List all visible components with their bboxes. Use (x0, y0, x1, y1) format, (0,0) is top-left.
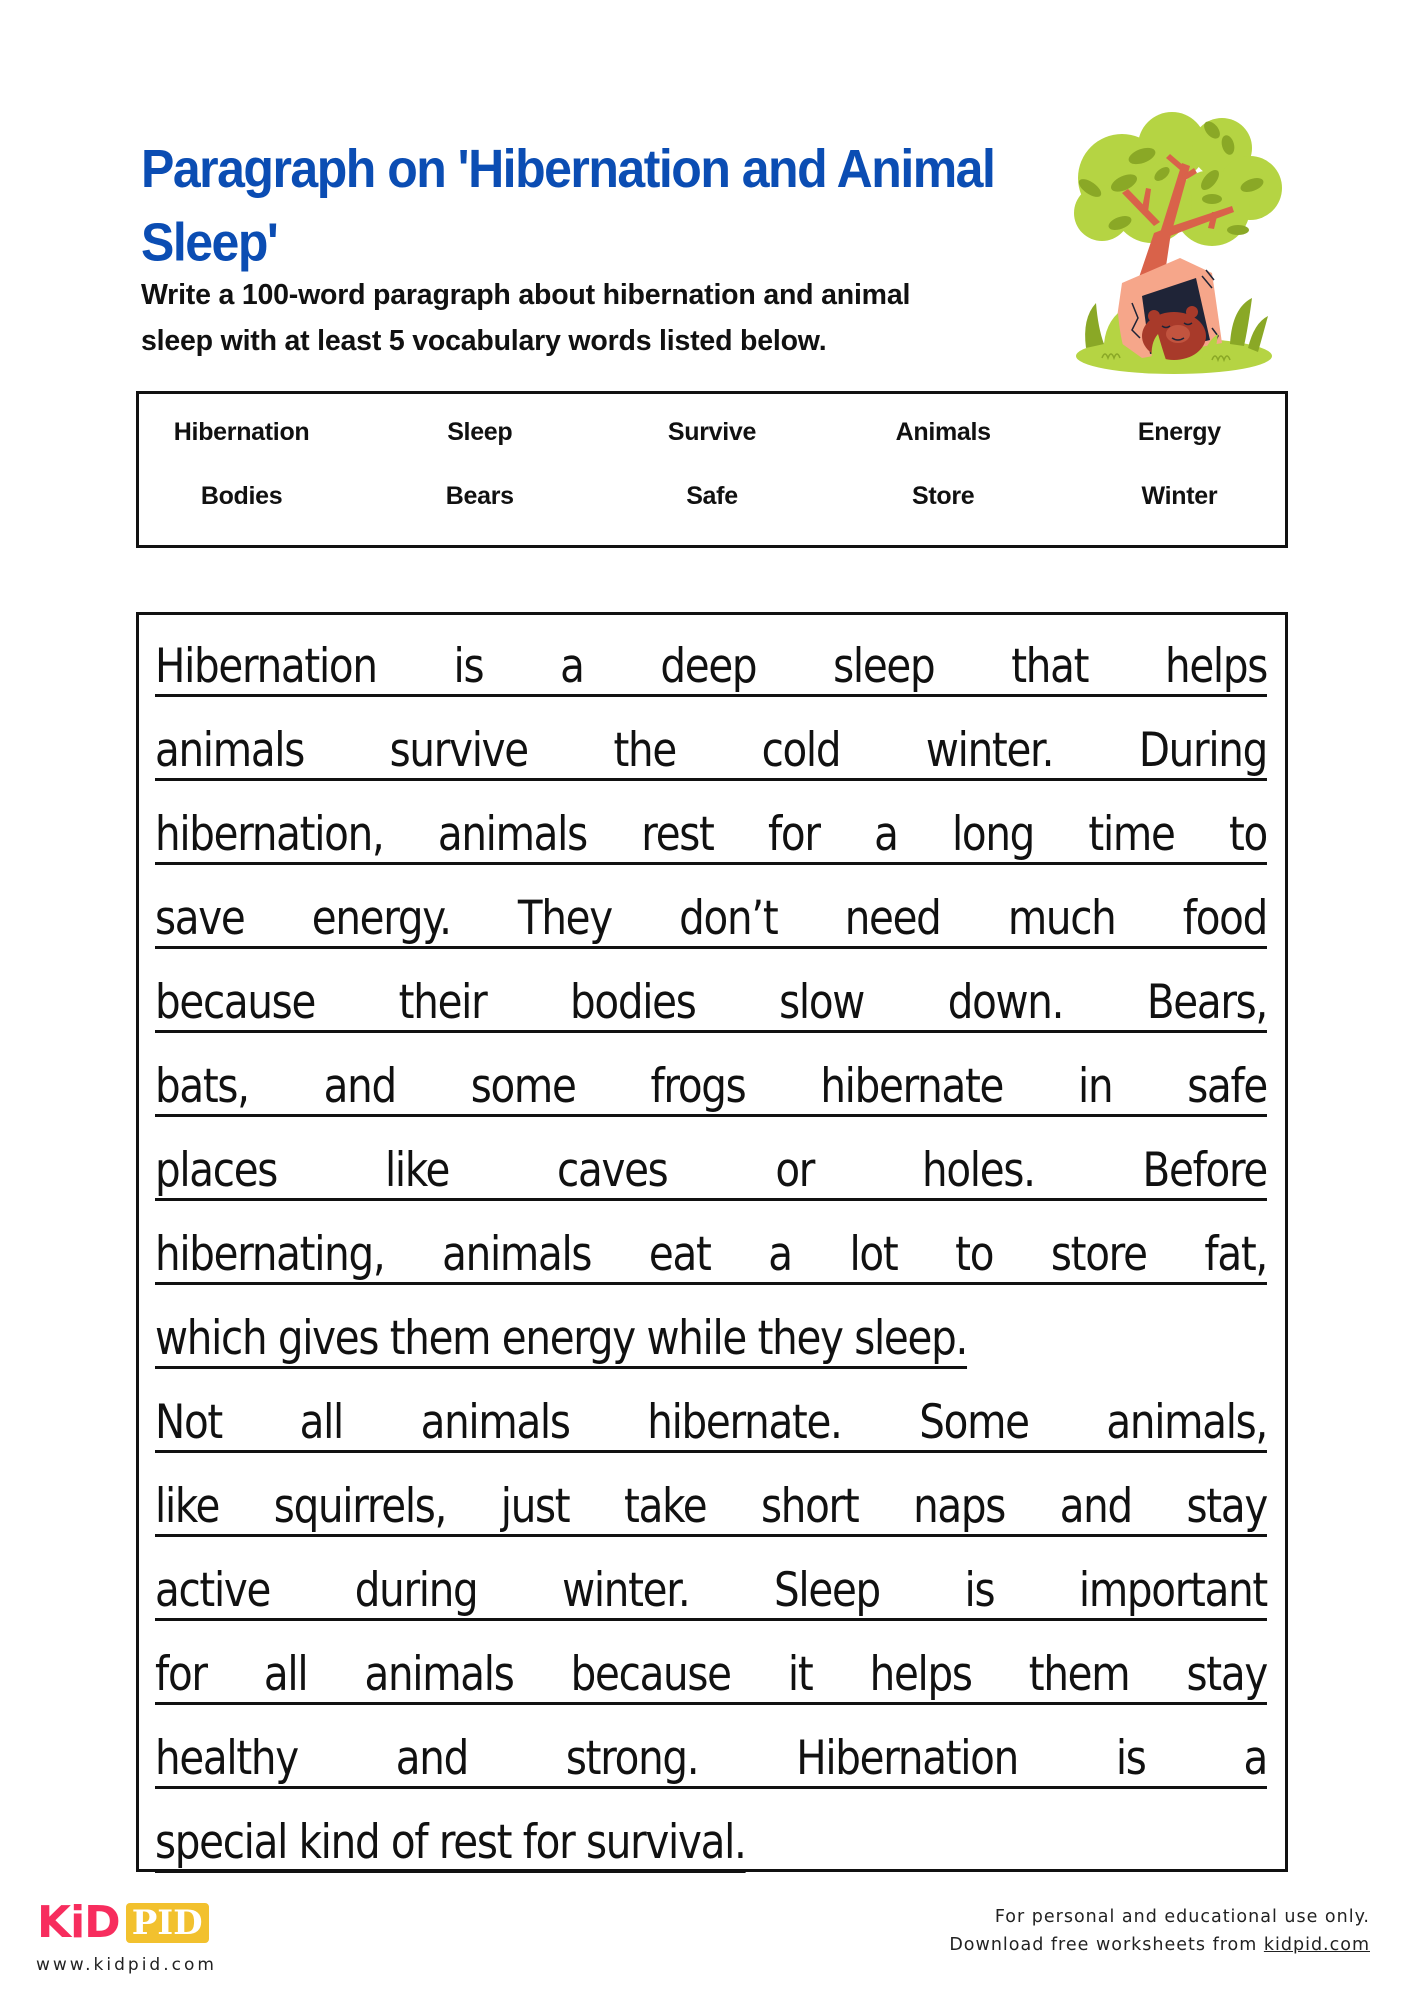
vocab-word: Store (911, 482, 975, 510)
vocab-word: Bodies (200, 482, 283, 510)
paragraph-line: Not all animals hibernate. Some animals, (155, 1395, 1267, 1450)
paragraph-line: bats, and some frogs hibernate in safe (155, 1059, 1267, 1114)
instructions-line-1: Write a 100-word paragraph about hibernation and animal (141, 279, 911, 311)
title-line-1: Paragraph on 'Hibernation and Animal (141, 138, 995, 199)
vocab-word: Animals (895, 418, 991, 446)
logo-url: www.kidpid.com (36, 1955, 217, 1975)
title-line-2: Sleep' (141, 211, 278, 273)
logo-pid-badge: PID (126, 1903, 209, 1943)
tree-and-cave-icon (1062, 108, 1282, 380)
page-title (141, 132, 1041, 279)
vocab-word: Survive (667, 418, 757, 446)
paragraph-line: special kind of rest for survival. (155, 1815, 746, 1870)
paragraph-line: which gives them energy while they sleep. (155, 1311, 968, 1366)
paragraph-box (136, 612, 1288, 1872)
paragraph-line: active during winter. Sleep is important (155, 1563, 1267, 1618)
vocab-word: Energy (1137, 418, 1221, 446)
vocab-word: Winter (1141, 482, 1218, 510)
paragraph-line: animals survive the cold winter. During (155, 723, 1267, 778)
vocab-word: Bears (445, 482, 514, 510)
footer-note-line-2 (949, 1931, 1370, 1959)
paragraph-line: places like caves or holes. Before (155, 1143, 1267, 1198)
kidpid-link[interactable]: kidpid.com (1263, 1935, 1370, 1955)
paragraph-text (155, 625, 1267, 1885)
paragraph-line: Hibernation is a deep sleep that helps (155, 639, 1267, 694)
kidpid-logo (37, 1897, 209, 1948)
paragraph-line: like squirrels, just take short naps and stay (155, 1479, 1267, 1534)
vocabulary-grid (139, 412, 1285, 516)
instructions (141, 272, 1081, 364)
vocabulary-box (136, 391, 1288, 548)
instructions-line-2: sleep with at least 5 vocabulary words listed below. (141, 325, 827, 357)
paragraph-line: because their bodies slow down. Bears, (155, 975, 1267, 1030)
vocab-word: Safe (686, 482, 738, 510)
footer-note-line-1: For personal and educational use only. (994, 1907, 1370, 1927)
vocab-word: Hibernation (173, 418, 310, 446)
footer-note-prefix: Download free worksheets from (949, 1935, 1264, 1955)
logo-kid-text: KiD (37, 1897, 120, 1948)
bear-hibernation-illustration (1062, 108, 1282, 380)
paragraph-line: hibernating, animals eat a lot to store fat, (155, 1227, 1267, 1282)
paragraph-line: healthy and strong. Hibernation is a (155, 1731, 1267, 1786)
paragraph-line: save energy. They don’t need much food (155, 891, 1267, 946)
vocab-word: Sleep (447, 418, 513, 446)
paragraph-line: hibernation, animals rest for a long time to (155, 807, 1267, 862)
paragraph-line: for all animals because it helps them stay (155, 1647, 1267, 1702)
footer-note (949, 1903, 1370, 1959)
